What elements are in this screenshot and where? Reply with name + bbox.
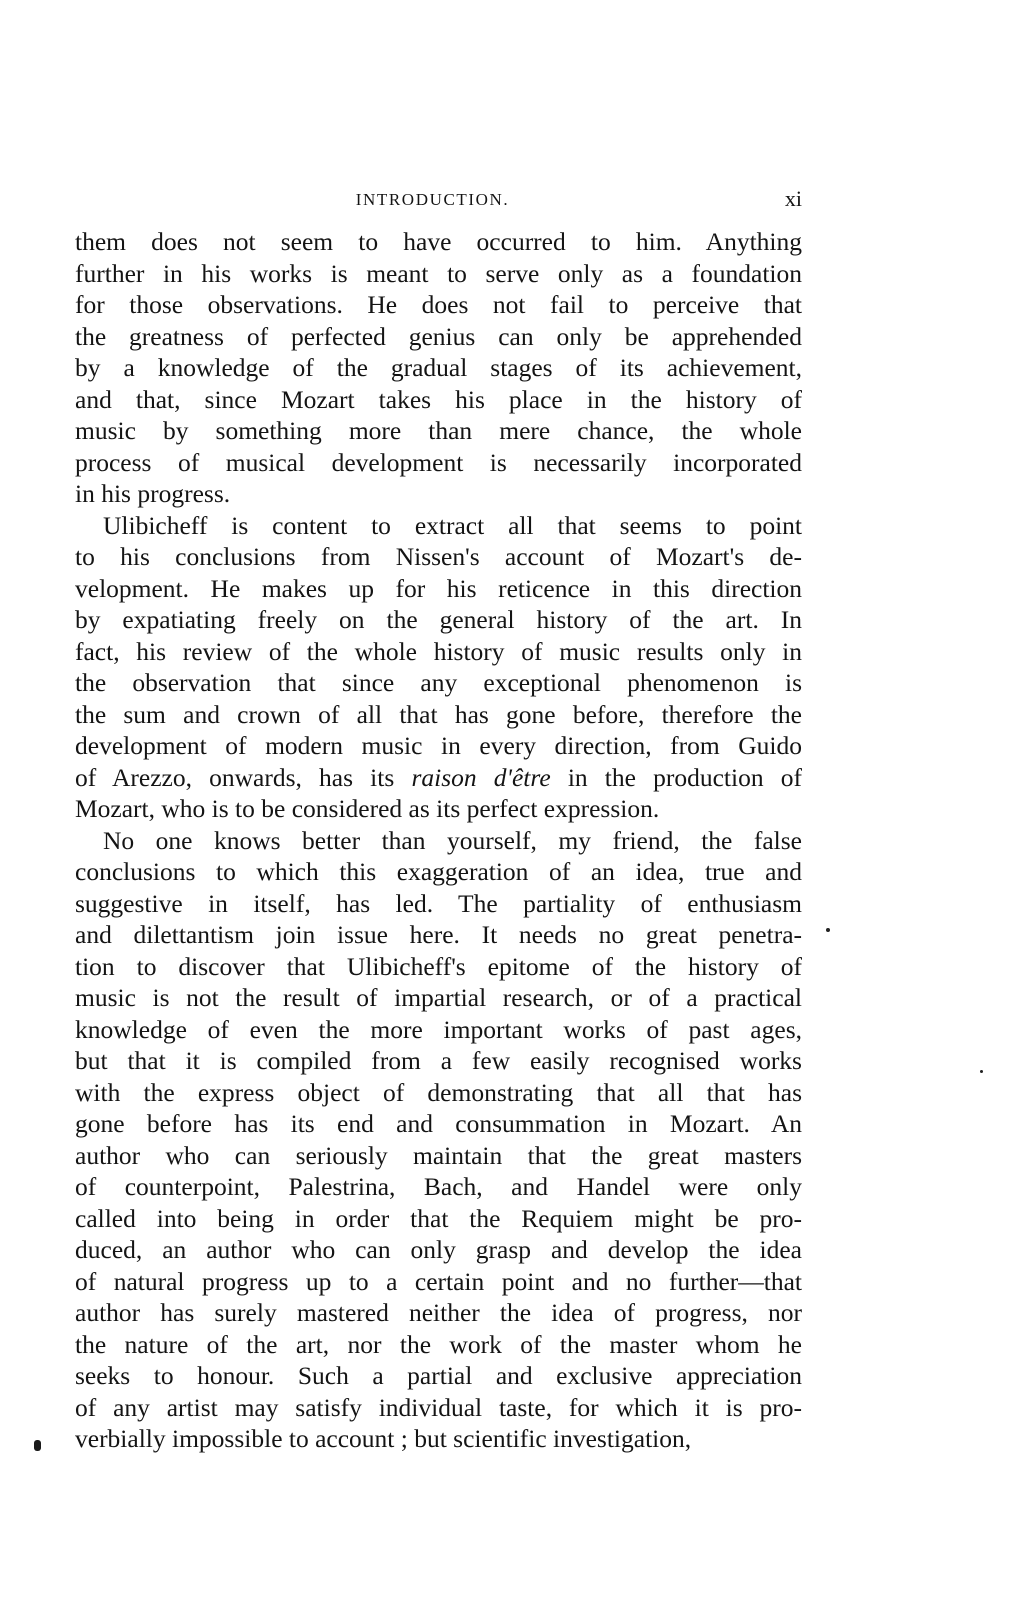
book-page	[75, 186, 802, 1455]
text-line: the observation that since any exceptional phenomenon is	[75, 668, 802, 697]
text-line: suggestive in itself, has led. The partiality of enthusiasm	[75, 888, 802, 918]
text-line: of Arezzo, onwards, has its raison d'être in the production of	[75, 762, 802, 792]
text-line: music by something more than mere chance, the whole	[75, 416, 802, 445]
paragraph	[75, 825, 802, 1455]
margin-mark	[34, 1440, 41, 1451]
text-line: for those observations. He does not fail to perceive that	[75, 290, 802, 319]
text-line: seeks to honour. Such a partial and exclusive appreciation	[75, 1361, 802, 1390]
paragraph	[75, 226, 802, 510]
body-text	[75, 226, 802, 1455]
text-line: velopment. He makes up for his reticence in this direction	[75, 573, 802, 603]
text-line: development of modern music in every direction, from Guido	[75, 731, 802, 760]
text-line: called into being in order that the Requiem might be pro-	[75, 1203, 802, 1233]
text-line: Mozart, who is to be considered as its perfect expression.	[75, 794, 660, 823]
text-line: the sum and crown of all that has gone before, therefore the	[75, 699, 802, 729]
text-line: knowledge of even the more important works of past ages,	[75, 1014, 802, 1044]
text-line: Ulibicheff is content to extract all that seems to point	[103, 510, 802, 540]
text-line: by expatiating freely on the general history of the art. In	[75, 605, 802, 634]
page-number: xi	[784, 186, 802, 211]
paragraph	[75, 510, 802, 825]
text-line: to his conclusions from Nissen's account of Mozart's de-	[75, 542, 802, 571]
text-line: and that, since Mozart takes his place in the history of	[75, 384, 802, 414]
text-line: verbially impossible to account ; but scientific investigation,	[75, 1424, 692, 1453]
text-line: and dilettantism join issue here. It needs no great penetra-	[75, 920, 802, 949]
text-line: duced, an author who can only grasp and develop the idea	[75, 1235, 802, 1264]
text-line: of any artist may satisfy individual taste, for which it is pro-	[75, 1392, 802, 1422]
running-head: INTRODUCTION.	[355, 190, 510, 209]
text-line: of counterpoint, Palestrina, Bach, and Handel were only	[75, 1172, 802, 1201]
text-line: the greatness of perfected genius can only be apprehended	[75, 321, 802, 351]
text-line: fact, his review of the whole history of music results only in	[75, 636, 802, 666]
text-line: further in his works is meant to serve only as a foundation	[75, 258, 802, 288]
text-line: gone before has its end and consummation in Mozart. An	[75, 1109, 802, 1138]
text-line: of natural progress up to a certain point and no further—that	[75, 1266, 802, 1296]
text-line: No one knows better than yourself, my friend, the false	[103, 825, 802, 855]
text-line: with the express object of demonstrating that all that has	[75, 1077, 802, 1107]
page-speck	[980, 1070, 983, 1073]
text-line: tion to discover that Ulibicheff's epitome of the history of	[75, 951, 802, 981]
text-line: them does not seem to have occurred to him. Anything	[75, 227, 802, 256]
text-line: conclusions to which this exaggeration of an idea, true and	[75, 857, 802, 886]
text-line: author has surely mastered neither the idea of progress, nor	[75, 1298, 802, 1327]
text-line: but that it is compiled from a few easily recognised works	[75, 1046, 802, 1075]
page-speck	[826, 928, 830, 932]
text-line: the nature of the art, nor the work of the master whom he	[75, 1329, 802, 1359]
text-line: by a knowledge of the gradual stages of its achievement,	[75, 353, 802, 382]
text-line: author who can seriously maintain that the great masters	[75, 1140, 802, 1170]
text-line: in his progress.	[75, 479, 231, 508]
text-line: process of musical development is necessarily incorporated	[75, 447, 802, 477]
page-header	[75, 186, 802, 216]
text-line: music is not the result of impartial research, or of a practical	[75, 983, 802, 1012]
